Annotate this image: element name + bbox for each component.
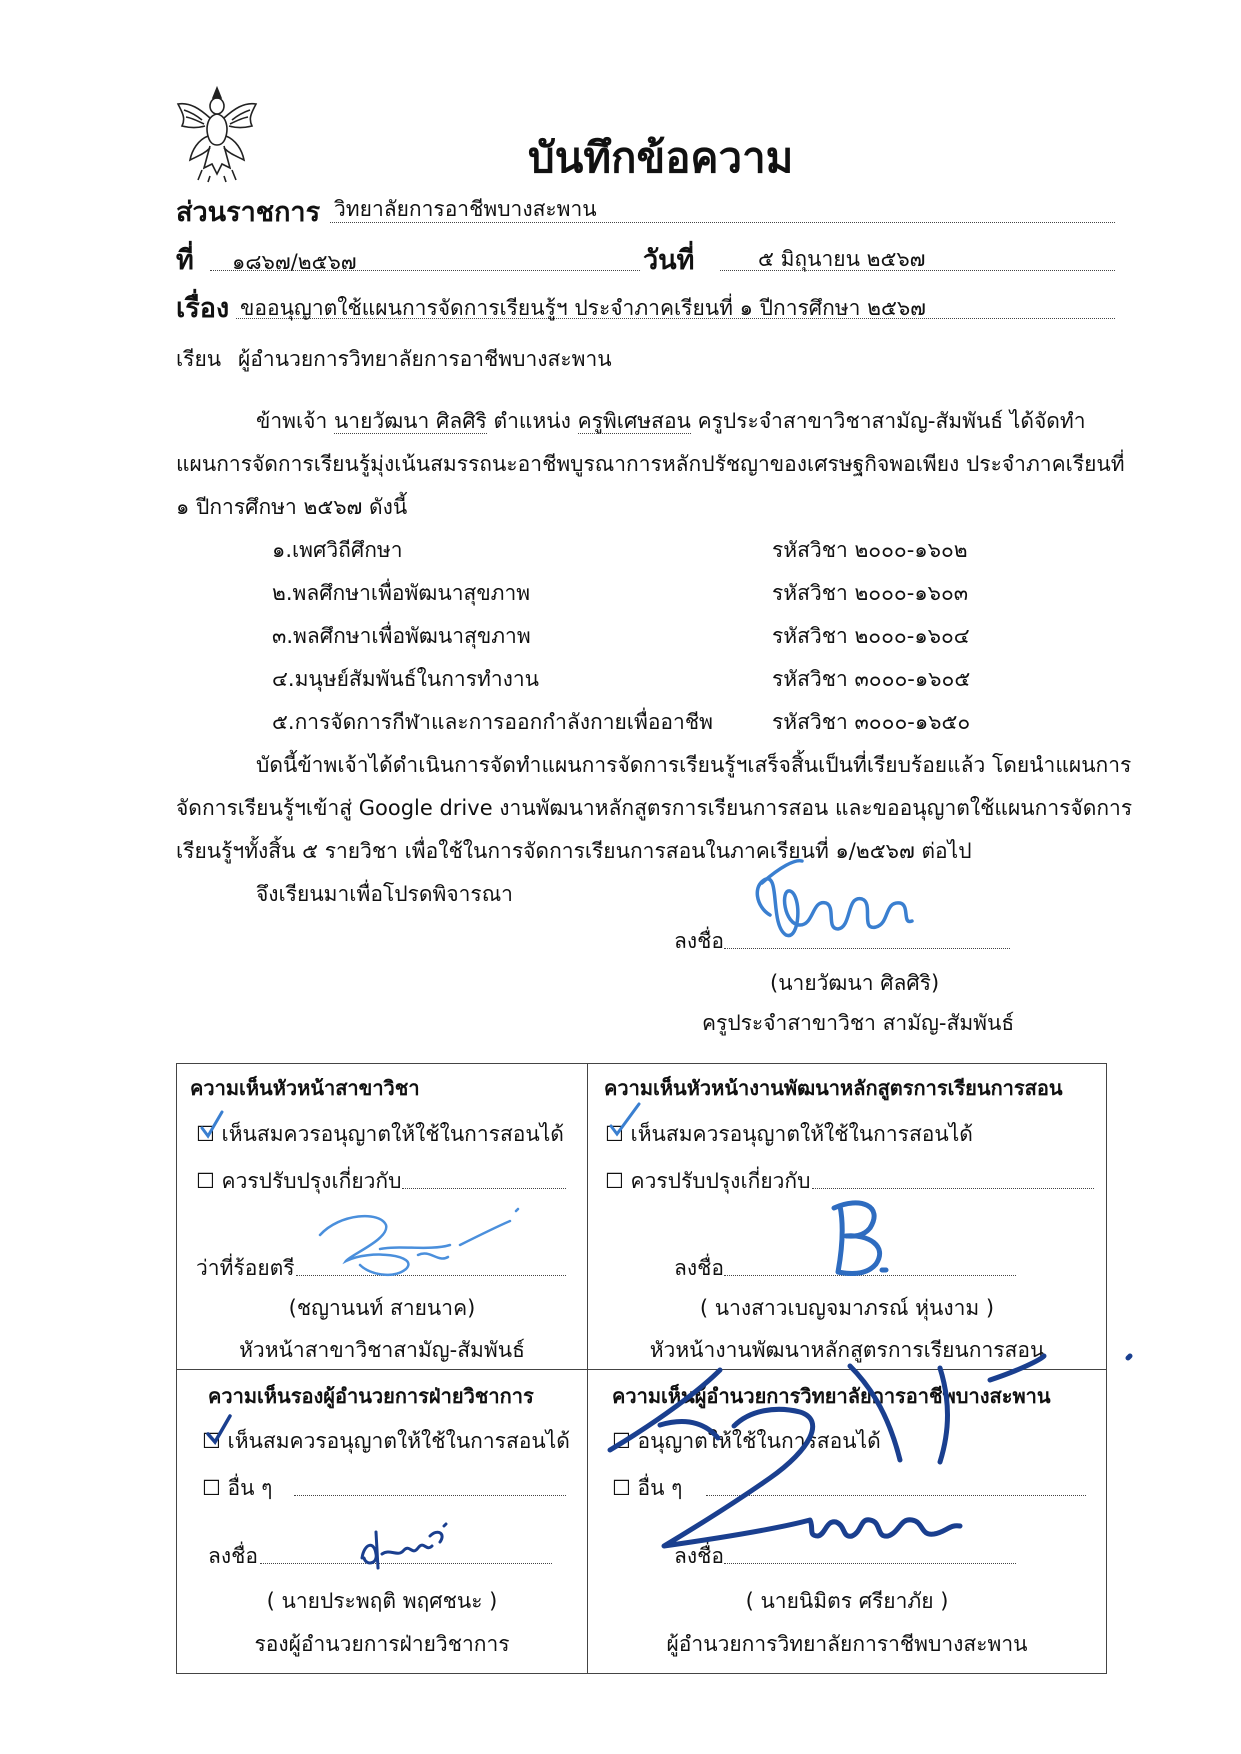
box4-heading: ความเห็นผู้อำนวยการวิทยาลัยการอาชีพบางสะพาน [612,1384,1051,1408]
box2-heading: ความเห็นหัวหน้างานพัฒนาหลักสูตรการเรียนการสอน [604,1076,1063,1100]
box4-signer-name: ( นายนิมิตร ศรียาภัย ) [745,1589,949,1613]
box3-signer-title: รองผู้อำนวยการฝ่ายวิชาการ [254,1632,510,1656]
p1-text-c: ครูประจำสาขาวิชาสามัญ-สัมพันธ์ ได้จัดทำ [697,409,1086,433]
p1-text-a: ข้าพเจ้า [256,409,328,433]
box2-option2-line [812,1188,1094,1189]
para1-line2: แผนการจัดการเรียนรู้มุ่งเน้นสมรรถนะอาชีพบูรณาการหลักปรัชญาของเศรษฐกิจพอเพียง ประจำภาคเรียนที่ [176,452,1125,476]
box1-option1 [196,1118,564,1151]
subject-item-5-name: ๕.การจัดการกีฬาและการออกกำลังกายเพื่ออาชีพ [272,710,713,734]
box3-option2 [202,1472,272,1505]
main-signer-name: (นายวัฒนา ศิลศิริ) [770,971,940,995]
date-label: วันที่ [643,245,695,276]
subject-item-2-code: รหัสวิชา ๒๐๐๐-๑๖๐๓ [772,581,969,605]
box1-heading: ความเห็นหัวหน้าสาขาวิชา [190,1076,420,1100]
box2-option2-label: ควรปรับปรุงเกี่ยวกับ [630,1169,811,1193]
box3-option2-line [294,1495,566,1496]
box2-signer-name: ( นางสาวเบญจมาภรณ์ หุ่นงาม ) [699,1296,995,1320]
box1-option2 [196,1165,401,1198]
closing-text: จึงเรียนมาเพื่อโปรดพิจารณา [256,882,513,906]
box4-option1-label: อนุญาตให้ใช้ในการสอนได้ [637,1429,881,1453]
para1-line1 [256,405,1116,438]
box1-option2-label: ควรปรับปรุงเกี่ยวกับ [221,1169,402,1193]
box2-checkbox1[interactable]: ☐ [605,1122,624,1146]
subject-item-1-name: ๑.เพศวิถีศึกษา [272,538,403,562]
box2-option1-label: เห็นสมควรอนุญาตให้ใช้ในการสอนได้ [630,1122,973,1146]
subject-value: ขออนุญาตใช้แผนการจัดการเรียนรู้ฯ ประจำภาคเรียนที่ ๑ ปีการศึกษา ๒๕๖๗ [240,296,926,320]
subject-item-5-code: รหัสวิชา ๓๐๐๐-๑๖๕๐ [772,710,971,734]
box3-checkmark [204,1412,236,1446]
para2-line3: เรียนรู้ฯทั้งสิ้น ๕ รายวิชา เพื่อใช้ในการจัดการเรียนการสอนในภาคเรียนที่ ๑/๒๕๖๗ ต่อไป [176,839,972,863]
dept-label: ส่วนราชการ [176,197,321,228]
date-value: ๕ มิถุนายน ๒๕๖๗ [758,247,926,271]
box4-signer-title: ผู้อำนวยการวิทยาลัยการาชีพบางสะพาน [666,1632,1028,1656]
garuda-emblem [172,84,262,184]
box2-signature [820,1192,900,1280]
p1-position: ครูพิเศษสอน [577,409,691,433]
no-label: ที่ [176,245,194,276]
para2-line2: จัดการเรียนรู้ฯเข้าสู่ Google drive งานพัฒนาหลักสูตรการเรียนการสอน และขออนุญาตใช้แผนการจัดการ [176,796,1133,820]
box1-option1-label: เห็นสมควรอนุญาตให้ใช้ในการสอนได้ [221,1122,564,1146]
box4-checkbox2[interactable]: ☐ [612,1476,631,1500]
box1-sign-label: ว่าที่ร้อยตรี [196,1256,295,1280]
main-signature [740,855,970,960]
box1-signature [310,1205,525,1285]
box3-checkbox2[interactable]: ☐ [202,1476,221,1500]
box4-checkbox1[interactable]: ☐ [612,1429,631,1453]
box4-option2-label: อื่น ๆ [637,1476,683,1500]
box3-heading: ความเห็นรองผู้อำนวยการฝ่ายวิชาการ [208,1384,534,1408]
box1-signer-name: (ชญานนท์ สายนาค) [288,1296,476,1320]
subject-item-2-name: ๒.พลศึกษาเพื่อพัฒนาสุขภาพ [272,581,531,605]
subject-item-1-code: รหัสวิชา ๒๐๐๐-๑๖๐๒ [772,538,968,562]
subject-item-4-code: รหัสวิชา ๓๐๐๐-๑๖๐๕ [772,667,971,691]
subject-item-3-name: ๓.พลศึกษาเพื่อพัฒนาสุขภาพ [272,624,531,648]
box2-option2 [605,1165,810,1198]
box2-signer-title: หัวหน้างานพัฒนาหลักสูตรการเรียนการสอน [649,1338,1045,1362]
box2-checkbox2[interactable]: ☐ [605,1169,624,1193]
to-value: ผู้อำนวยการวิทยาลัยการอาชีพบางสะพาน [238,347,612,371]
no-value: ๑๘๖๗/๒๕๖๗ [232,250,357,274]
main-signer-title: ครูประจำสาขาวิชา สามัญ-สัมพันธ์ [702,1011,1015,1035]
box3-option2-label: อื่น ๆ [227,1476,273,1500]
p1-name: นายวัฒนา ศิลศิริ [333,409,487,433]
page-title: บันทึกข้อความ [528,133,794,182]
box4-sign-label: ลงชื่อ [674,1544,724,1568]
to-label: เรียน [176,347,222,371]
para1-line3: ๑ ปีการศึกษา ๒๕๖๗ ดังนี้ [176,495,408,519]
subject-item-3-code: รหัสวิชา ๒๐๐๐-๑๖๐๔ [772,624,970,648]
box1-option2-line [402,1188,566,1189]
box3-sign-label: ลงชื่อ [208,1544,258,1568]
box3-signer-name: ( นายประพฤติ พฤศชนะ ) [266,1589,498,1613]
subject-item-4-name: ๔.มนุษย์สัมพันธ์ในการทำงาน [272,667,540,691]
box4-signature [600,1350,1140,1565]
box1-checkbox1[interactable]: ☐ [196,1122,215,1146]
box3-signature [354,1518,454,1578]
para2-line1: บัดนี้ข้าพเจ้าได้ดำเนินการจัดทำแผนการจัดการเรียนรู้ฯเสร็จสิ้นเป็นที่เรียบร้อยแล้ว โดยนำแผนการ [256,753,1132,777]
box1-checkbox2[interactable]: ☐ [196,1169,215,1193]
box1-checkmark [198,1108,228,1140]
main-sign-label: ลงชื่อ [674,929,724,953]
box2-option1 [605,1118,973,1151]
box2-sign-label: ลงชื่อ [674,1256,724,1280]
box1-signer-title: หัวหน้าสาขาวิชาสามัญ-สัมพันธ์ [239,1338,525,1362]
box3-checkbox1[interactable]: ☐ [202,1429,221,1453]
box2-checkmark [607,1100,645,1140]
p1-text-b: ตำแหน่ง [493,409,571,433]
box3-option1-label: เห็นสมควรอนุญาตให้ใช้ในการสอนได้ [227,1429,570,1453]
subject-label: เรื่อง [176,293,230,324]
dept-value: วิทยาลัยการอาชีพบางสะพาน [334,197,597,221]
box3-option1 [202,1425,570,1458]
